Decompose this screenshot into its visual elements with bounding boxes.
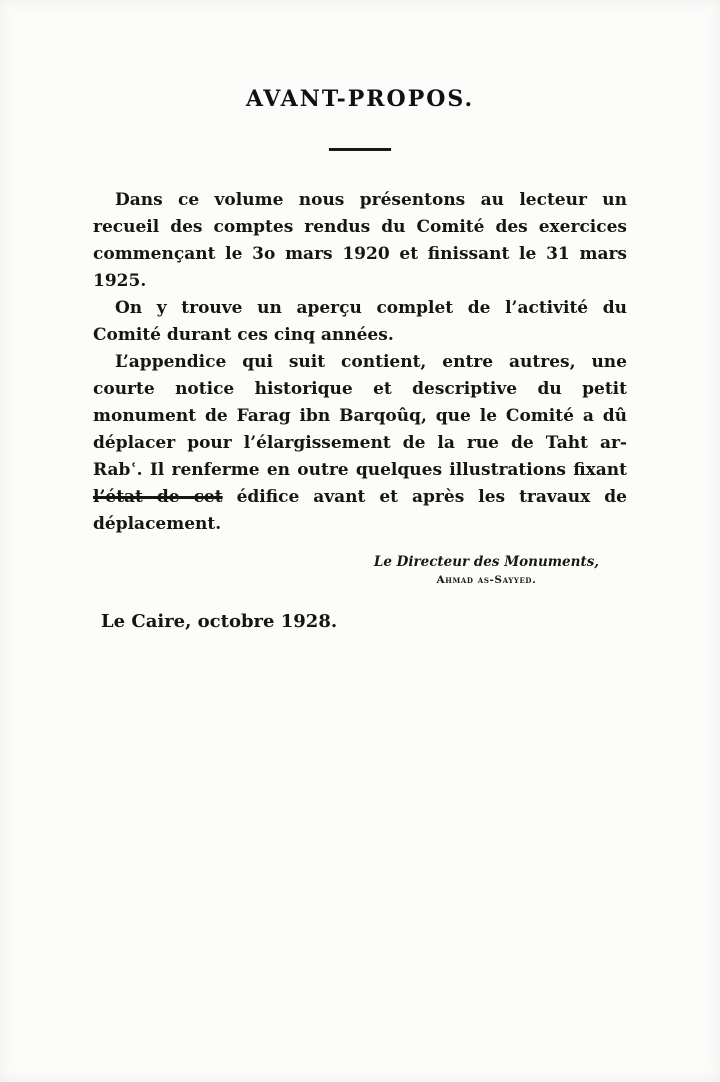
page-title: AVANT-PROPOS.	[245, 86, 475, 112]
paragraph-3-text-after: édifice avant et après les travaux de déplacement.	[93, 486, 627, 534]
strikethrough-text: l’état de cet	[93, 486, 223, 507]
signature-role: Le Directeur des Monuments,	[373, 553, 599, 570]
paragraph-3-text-before: L’appendice qui suit contient, entre autres, une courte notice historique et descriptive du petit monument de Farag ibn Barqoûq, que le Comité a dû déplacer pour l’élargissement de la rue de Taht ar-Rabʿ. Il renferme en outre quelques illustrations fixant	[93, 351, 627, 480]
paragraph-2: On y trouve un aperçu complet de l’activité du Comité durant ces cinq années.	[93, 297, 627, 345]
body-text-block	[93, 187, 627, 538]
paragraph-3	[93, 349, 627, 538]
signature-inner	[374, 554, 599, 586]
paragraph-1: Dans ce volume nous présentons au lecteur un recueil des comptes rendus du Comité des exercices commençant le 3o mars 1920 et finissant le 31 mars 1925.	[93, 189, 627, 291]
dateline: Le Caire, octobre 1928.	[101, 610, 338, 632]
title-divider-rule	[329, 148, 391, 151]
signature-block	[93, 554, 627, 587]
signature-name: Ahmad as-Sayyed.	[436, 573, 537, 586]
